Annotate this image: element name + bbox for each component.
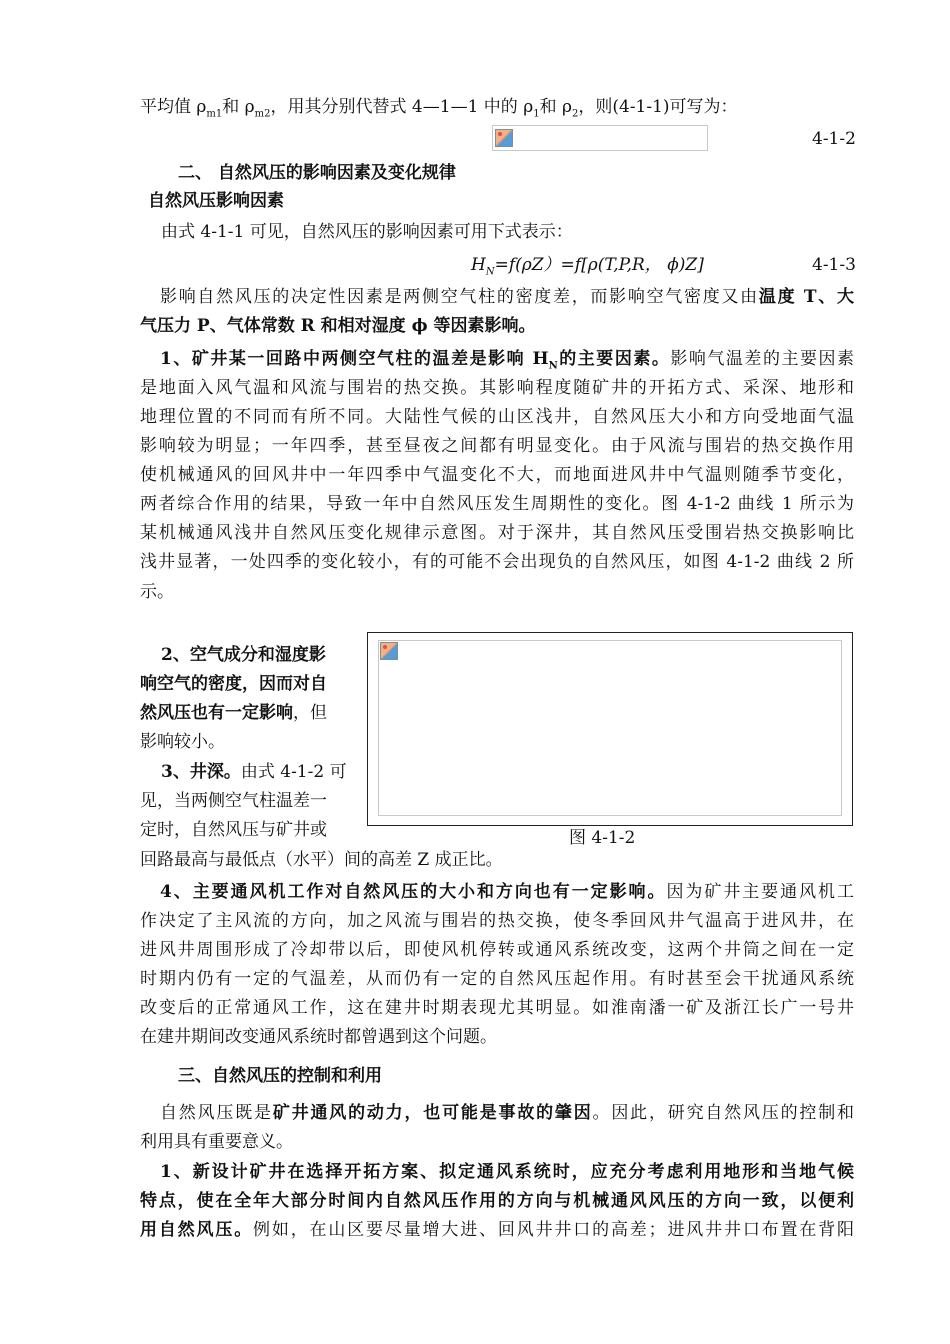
text-line: 某机械通风浅井自然风压变化规律示意图。对于深井，其自然风压受围岩热交换影响比 (140, 523, 854, 543)
equation-number: 4-1-2 (812, 129, 856, 149)
text-line: 作决定了主风流的方向，加之风流与围岩的热交换，使冬季回风井气温高于进风井，在 (140, 911, 854, 931)
figure-caption: 图 4-1-2 (569, 828, 636, 848)
text-line (140, 97, 738, 120)
text-run: 影响气温差的主要因素 (670, 349, 855, 369)
text-run: 因为矿井主要通风机工 (666, 882, 855, 902)
bold-run: 3、井深。 (161, 762, 241, 782)
bold-run: 矿井通风的动力，也可能是事故的肇因 (272, 1103, 593, 1123)
subscript: m2 (254, 108, 271, 120)
broken-image-icon (380, 642, 398, 660)
text-line: 见，当两侧空气柱温差一 (140, 791, 327, 811)
bold-run: 4、主要通风机工作对自然风压的大小和方向也有一定影响。 (160, 882, 667, 902)
text-line: 在建井期间改变通风系统时都曾遇到这个问题。 (140, 1027, 497, 1047)
bold-run (140, 349, 671, 372)
text-run: ，用其分别代替式 4—1—1 中的 ρ (270, 97, 534, 117)
text-line: 使机械通风的回风井中一年四季中气温变化不大，而地面进风井中气温则随季节变化， (140, 465, 854, 485)
section-heading: 二、 自然风压的影响因素及变化规律 (178, 163, 456, 183)
subscript: 2 (571, 108, 579, 120)
eq-symbol: H (471, 255, 486, 275)
text-line: 示。 (140, 582, 174, 602)
text-run: 例如，在山区要尽量增大进、回风井井口的高差；进风井井口布置在背阳 (253, 1220, 855, 1240)
text-run: 和 ρ (539, 97, 572, 117)
text-run: 和 ρ (222, 97, 255, 117)
equation-image (492, 125, 708, 151)
text-run: 自然风压既是 (160, 1103, 273, 1123)
text-line: 进风井周围形成了冷却带以后，即使风机停转或通风系统改变，这两个井筒之间在一定 (140, 940, 854, 960)
text-run: 1、矿井某一回路中两侧空气柱的温差是影响 H (160, 349, 549, 369)
subscript: m1 (206, 108, 223, 120)
bold-run: 1、新设计矿井在选择开拓方案、拟定通风系统时，应充分考虑利用地形和当地气候 (160, 1162, 854, 1182)
subscript: N (485, 266, 495, 278)
text-line (140, 287, 854, 307)
text-line: 是地面入风气温和风流与围岩的热交换。其影响程度随矿井的开拓方式、采深、地形和 (140, 378, 854, 398)
subscript: N (548, 360, 558, 372)
text-line: 定时，自然风压与矿井或 (140, 820, 327, 840)
section-heading: 三、自然风压的控制和利用 (178, 1066, 382, 1086)
figure-frame (367, 632, 853, 826)
text-line: 地理位置的不同而有所不同。大陆性气候的山区浅井，自然风压大小和方向受地面气温 (140, 407, 854, 427)
text-run: 的主要因素。 (557, 349, 671, 369)
text-line: 利用具有重要意义。 (140, 1132, 293, 1152)
text-line (140, 1162, 854, 1182)
text-line: 气压力 P、气体常数 R 和相对湿度 ϕ 等因素影响。 (140, 316, 536, 336)
text-line (140, 1103, 854, 1123)
text-line: 影响较小。 (140, 732, 225, 752)
broken-image-icon (495, 129, 513, 147)
bold-run: 用自然风压。 (140, 1220, 254, 1240)
subscript: 1 (533, 108, 540, 120)
text-line: 影响较为明显；一年四季，甚至昼夜之间都有明显变化。由于风流与围岩的热交换作用 (140, 436, 854, 456)
text-run: 由式 4-1-2 可 (240, 762, 347, 782)
bold-run: 然风压也有一定影响 (140, 703, 293, 723)
text-line: 响空气的密度，因而对自 (140, 674, 327, 694)
text-run: ，但 (293, 703, 327, 723)
text-run: 。因此，研究自然风压的控制和 (592, 1103, 855, 1123)
text-line: 回路最高与最低点（水平）间的高差 Z 成正比。 (140, 850, 503, 870)
eq-body: =f(ρZ）=f[ρ(T,P,R， ϕ)Z] (494, 255, 704, 275)
text-line: 两者综合作用的结果，导致一年中自然风压发生周期性的变化。图 4-1-2 曲线 1 所示为 (140, 494, 854, 514)
text-line (140, 349, 855, 372)
text-run: ，则(4-1-1)可写为： (578, 97, 738, 117)
text-line: 改变后的正常通风工作，这在建井时期表现尤其明显。如淮南潘一矿及浙江长广一号井 (140, 998, 854, 1018)
bold-run: 温度 T、大 (758, 287, 854, 307)
text-run: 影响自然风压的决定性因素是两侧空气柱的密度差，而影响空气密度又由 (160, 287, 759, 307)
equation-number: 4-1-3 (812, 255, 856, 275)
subheading: 自然风压影响因素 (148, 191, 284, 211)
text-line: 特点，使在全年大部分时间内自然风压作用的方向与机械通风风压的方向一致，以便利 (140, 1191, 854, 1211)
text-line (140, 1220, 854, 1240)
text-run: 平均值 ρ (140, 97, 207, 117)
text-line (140, 882, 854, 902)
text-line (140, 703, 327, 723)
intro-line: 由式 4-1-1 可见，自然风压的影响因素可用下式表示： (161, 222, 573, 242)
figure-image (378, 640, 842, 816)
equation-4-1-3 (471, 255, 704, 278)
text-line: 浅井显著，一处四季的变化较小，有的可能不会出现负的自然风压，如图 4-1-2 曲线 2 所 (140, 552, 854, 572)
text-line (161, 762, 347, 782)
text-line: 时期内仍有一定的气温差，从而仍有一定的自然风压起作用。有时甚至会干扰通风系统 (140, 969, 854, 989)
text-line: 2、空气成分和湿度影 (161, 645, 326, 665)
